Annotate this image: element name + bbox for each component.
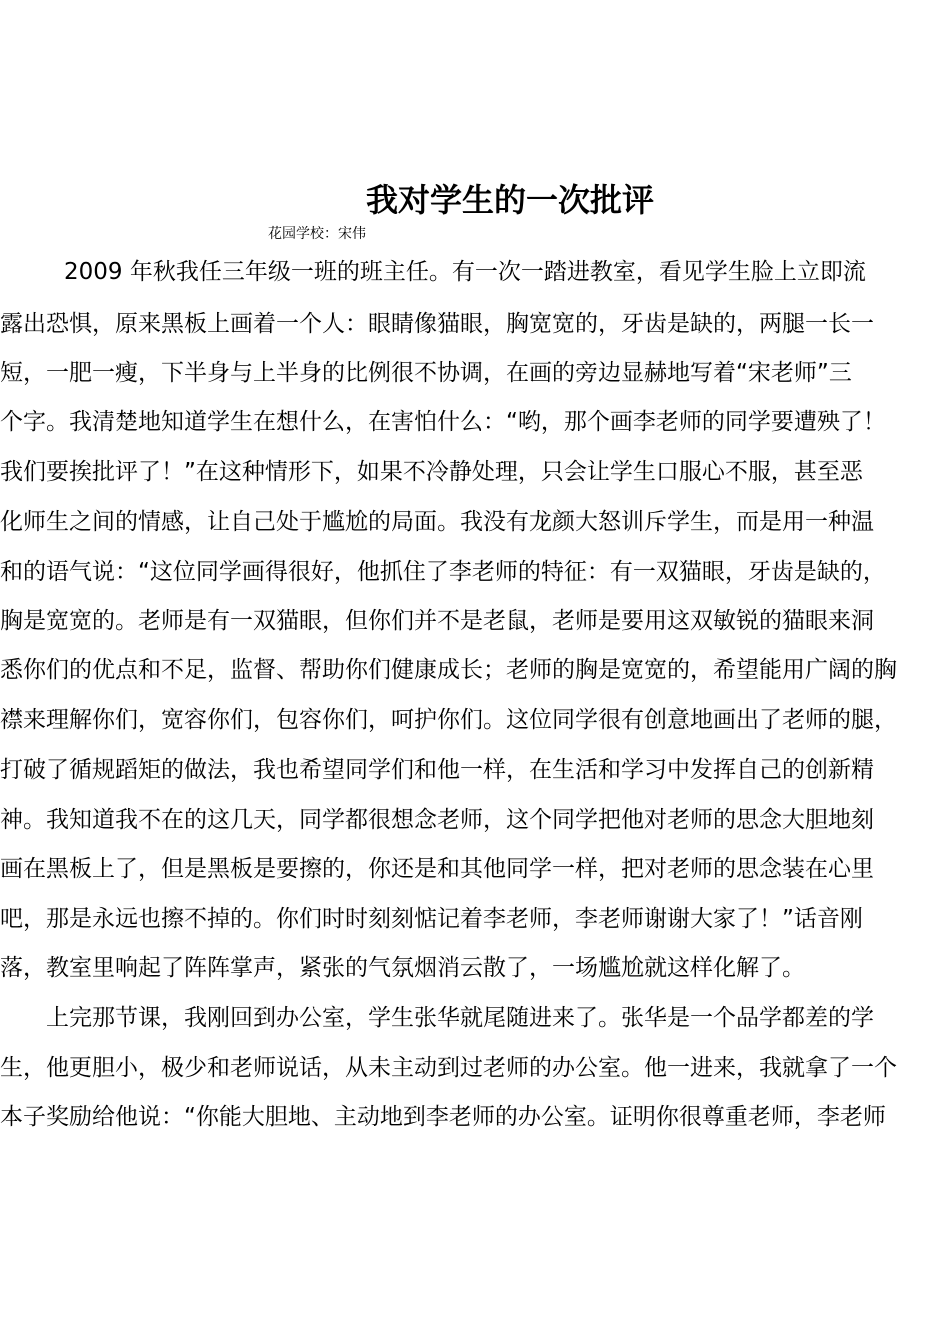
document-title: 我对学生的一次批评	[365, 181, 654, 219]
paragraph-line: 我们要挨批评了！”在这种情形下，如果不冷静处理，只会让学生口服心不服，甚至恶	[0, 459, 863, 485]
paragraph-line: 襟来理解你们，宽容你们，包容你们，呵护你们。这位同学很有创意地画出了老师的腿，	[0, 707, 897, 733]
paragraph-line: 上完那节课，我刚回到办公室，学生张华就尾随进来了。张华是一个品学都差的学	[46, 1005, 874, 1031]
author-line: 花园学校：宋伟	[268, 226, 366, 242]
paragraph-line: 本子奖励给他说：“你能大胆地、主动地到李老师的办公室。证明你很尊重老师，李老师	[0, 1104, 886, 1130]
paragraph-line: 生，他更胆小，极少和老师说话，从未主动到过老师的办公室。他一进来，我就拿了一个	[0, 1055, 897, 1081]
paragraph-line: 个字。我清楚地知道学生在想什么，在害怕什么：“哟，那个画李老师的同学要遭殃了！	[0, 409, 886, 435]
paragraph-line: 和的语气说：“这位同学画得很好，他抓住了李老师的特征：有一双猫眼，牙齿是缺的，	[0, 559, 886, 585]
paragraph-line: 露出恐惧，原来黑板上画着一个人：眼睛像猫眼，胸宽宽的，牙齿是缺的，两腿一长一	[0, 311, 874, 337]
paragraph-line: 胸是宽宽的。老师是有一双猫眼，但你们并不是老鼠，老师是要用这双敏锐的猫眼来洞	[0, 608, 874, 634]
paragraph-line: 神。我知道我不在的这几天，同学都很想念老师，这个同学把他对老师的思念大胆地刻	[0, 807, 874, 833]
paragraph-line: 化师生之间的情感，让自己处于尴尬的局面。我没有龙颜大怒训斥学生，而是用一种温	[0, 509, 874, 535]
paragraph-line: 打破了循规蹈矩的做法，我也希望同学们和他一样，在生活和学习中发挥自己的创新精	[0, 757, 874, 783]
paragraph-line: 悉你们的优点和不足，监督、帮助你们健康成长；老师的胸是宽宽的，希望能用广阔的胸	[0, 657, 897, 683]
paragraph-line: 落，教室里响起了阵阵掌声，紧张的气氛烟消云散了，一场尴尬就这样化解了。	[0, 955, 805, 981]
paragraph-line: 画在黑板上了，但是黑板是要擦的，你还是和其他同学一样，把对老师的思念装在心里	[0, 856, 874, 882]
paragraph-line: 吧，那是永远也擦不掉的。你们时时刻刻惦记着李老师，李老师谢谢大家了！”话音刚	[0, 906, 863, 932]
paragraph-line: 短，一肥一瘦，下半身与上半身的比例很不协调，在画的旁边显赫地写着“宋老师”三	[0, 360, 852, 386]
paragraph-line: 2009 年秋我任三年级一班的班主任。有一次一踏进教室，看见学生脸上立即流	[64, 259, 866, 285]
